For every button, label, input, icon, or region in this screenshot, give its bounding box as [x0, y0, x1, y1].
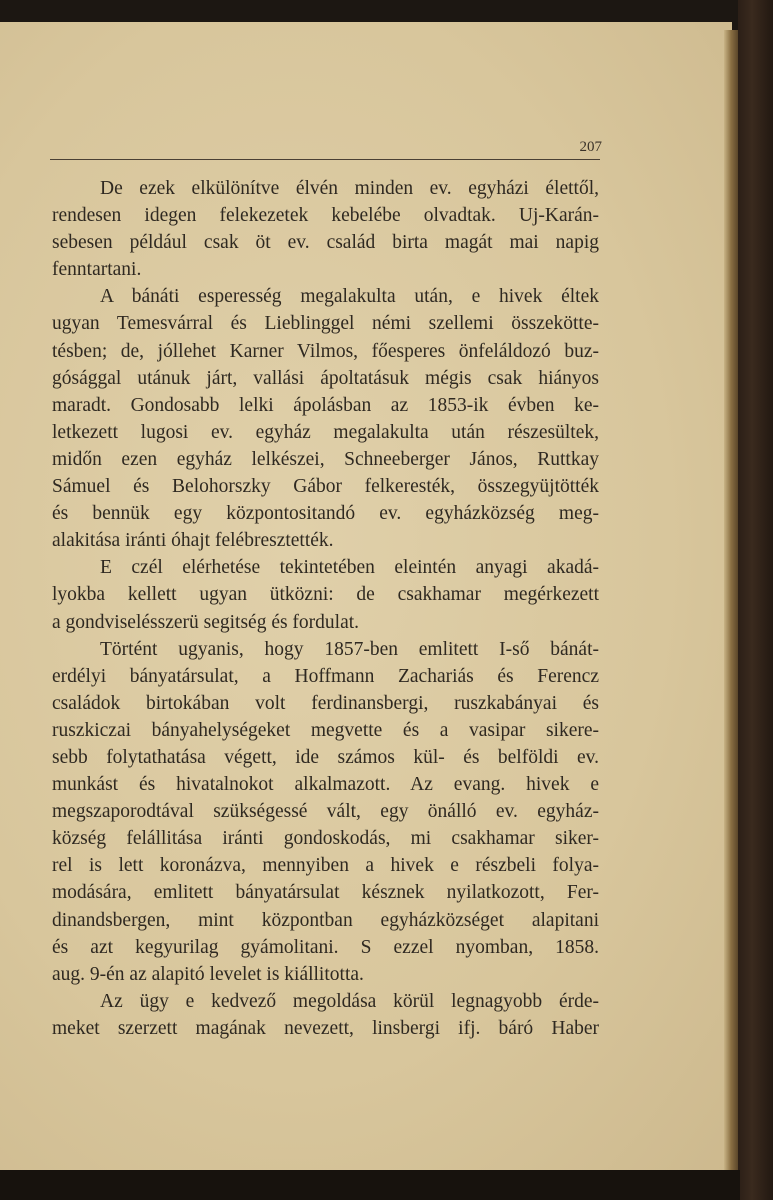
- text-line: község felállitása iránti gondoskodás, mi csakhamar siker-: [52, 828, 599, 850]
- text-line: erdélyi bányatársulat, a Hoffmann Zachariás és Ferencz: [52, 665, 599, 687]
- text-line: dinandsbergen, mint központban egyházközséget alapitani: [52, 909, 599, 931]
- text-line: Sámuel és Belohorszky Gábor felkeresték, összegyüjtötték: [52, 476, 599, 498]
- text-line: rendesen idegen felekezetek kebelébe olvadtak. Uj-Karán-: [52, 205, 599, 227]
- bottom-edge: [0, 1170, 740, 1200]
- text-line: ugyan Temesvárral és Lieblinggel némi szellemi összekötte-: [52, 313, 599, 335]
- text-line: sebesen például csak öt ev. család birta magát mai napig: [52, 232, 599, 254]
- text-line: lyokba kellett ugyan ütközni: de csakhamar megérkezett: [52, 584, 599, 606]
- page-edge: [724, 30, 738, 1170]
- text-line: tésben; de, jóllehet Karner Vilmos, főesperes önfeláldozó buz-: [52, 340, 599, 362]
- text-line: Történt ugyanis, hogy 1857-ben emlitett I-ső bánát-: [100, 638, 599, 660]
- text-line: midőn ezen egyház lelkészei, Schneeberger János, Ruttkay: [52, 448, 599, 470]
- page-number: 207: [579, 139, 602, 155]
- text-line: De ezek elkülönítve élvén minden ev. egyházi élettől,: [100, 178, 599, 199]
- book-page: [0, 22, 732, 1172]
- text-line: modására, emlitett bányatársulat késznek nyilatkozott, Fer-: [52, 882, 599, 904]
- text-line: letkezett lugosi ev. egyház megalakulta után részesültek,: [52, 421, 599, 443]
- book-binding: [738, 0, 773, 1200]
- text-line: rel is lett koronázva, mennyiben a hivek e részbeli folya-: [52, 855, 599, 877]
- text-line: gósággal utánuk járt, vallási ápoltatásuk mégis csak hiányos: [52, 367, 599, 389]
- text-line: fenntartani.: [52, 259, 142, 281]
- text-line: meket szerzett magának nevezett, linsbergi ifj. báró Haber: [52, 1017, 599, 1039]
- text-line: alakitása iránti óhajt felébresztették.: [52, 530, 334, 552]
- text-line: ruszkiczai bányahelységeket megvette és a vasipar sikere-: [52, 719, 599, 741]
- text-line: és azt kegyurilag gyámolitani. S ezzel nyomban, 1858.: [52, 936, 599, 958]
- text-line: maradt. Gondosabb lelki ápolásban az 1853-ik évben ke-: [52, 394, 599, 416]
- text-line: sebb folytathatása végett, ide számos kül- és belföldi ev.: [52, 746, 599, 768]
- text-line: munkást és hivatalnokot alkalmazott. Az evang. hivek e: [52, 774, 599, 796]
- text-line: családok birtokában volt ferdinansbergi, ruszkabányai és: [52, 692, 599, 714]
- body-text: [52, 175, 599, 1042]
- header-rule: [50, 159, 600, 160]
- text-line: aug. 9-én az alapitó levelet is kiállitotta.: [52, 963, 364, 985]
- text-line: Az ügy e kedvező megoldása körül legnagyobb érde-: [100, 990, 599, 1012]
- text-line: megszaporodtával szükségessé vált, egy önálló ev. egyház-: [52, 801, 599, 823]
- text-line: a gondviselésszerü segitség és fordulat.: [52, 611, 360, 633]
- text-line: E czél elérhetése tekintetében eleintén anyagi akadá-: [100, 557, 599, 579]
- text-line: és bennük egy központositandó ev. egyházközség meg-: [52, 503, 599, 525]
- text-line: A bánáti esperesség megalakulta után, e hivek éltek: [100, 286, 599, 308]
